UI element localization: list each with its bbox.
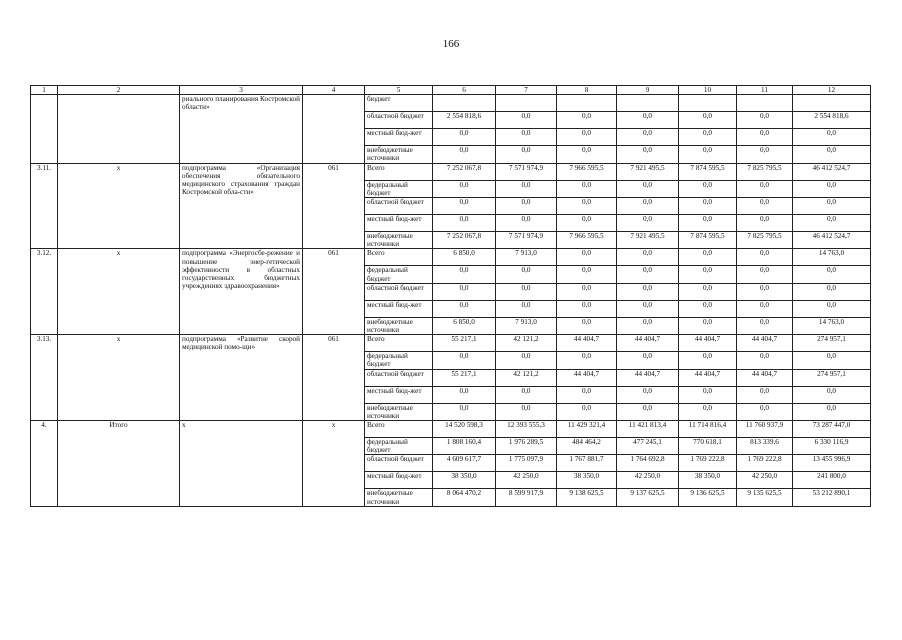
funding-source: областной бюджет xyxy=(365,455,433,472)
amount-cell: 0,0 xyxy=(617,283,679,300)
amount-cell: 0,0 xyxy=(496,112,557,129)
amount-cell: 0,0 xyxy=(793,266,871,283)
header-cell: 8 xyxy=(557,86,617,95)
item-name: подпрограмма «Организация обеспечения обязательного медицинского страхования граждан Костромской обла-сти» xyxy=(180,163,303,249)
amount-cell: 38 350,0 xyxy=(433,472,496,489)
amount-cell xyxy=(433,95,496,112)
funding-source: Всего xyxy=(365,249,433,266)
amount-cell: 7 966 595,5 xyxy=(557,163,617,180)
amount-cell: 8 599 917,9 xyxy=(496,489,557,506)
amount-cell: 0,0 xyxy=(793,386,871,403)
item-code xyxy=(303,95,365,163)
funding-source: местный бюд-жет xyxy=(365,129,433,146)
item-name: подпрограмма «Энергосбе-режение и повышение энер-гетической эффективности в областных государственных бюджетных учреждениях здравоохранения» xyxy=(180,249,303,335)
amount-cell: 0,0 xyxy=(617,249,679,266)
amount-cell: 0,0 xyxy=(679,112,737,129)
amount-cell: 1 764 692,8 xyxy=(617,455,679,472)
amount-cell: 1 775 097,9 xyxy=(496,455,557,472)
funding-source: внебюджетные источники xyxy=(365,232,433,249)
amount-cell: 0,0 xyxy=(793,352,871,369)
amount-cell: 7 913,0 xyxy=(496,317,557,334)
amount-cell: 8 064 470,2 xyxy=(433,489,496,506)
amount-cell: 0,0 xyxy=(557,283,617,300)
funding-source: федеральный бюджет xyxy=(365,438,433,455)
table-row xyxy=(31,163,871,180)
amount-cell: 7 571 974,9 xyxy=(496,232,557,249)
amount-cell: 0,0 xyxy=(557,266,617,283)
amount-cell: 0,0 xyxy=(679,283,737,300)
funding-source: местный бюд-жет xyxy=(365,300,433,317)
amount-cell: 9 138 625,5 xyxy=(557,489,617,506)
amount-cell: 0,0 xyxy=(737,317,793,334)
item-code: х xyxy=(303,421,365,507)
header-cell: 11 xyxy=(737,86,793,95)
amount-cell: 14 763,0 xyxy=(793,249,871,266)
amount-cell: 7 921 495,5 xyxy=(617,163,679,180)
amount-cell: 7 966 595,5 xyxy=(557,232,617,249)
amount-cell: 0,0 xyxy=(737,266,793,283)
amount-cell: 0,0 xyxy=(737,300,793,317)
amount-cell: 7 874 595,5 xyxy=(679,163,737,180)
amount-cell: 0,0 xyxy=(679,317,737,334)
table-row xyxy=(31,95,871,112)
amount-cell: 0,0 xyxy=(496,215,557,232)
amount-cell: 11 421 813,4 xyxy=(617,421,679,438)
amount-cell: 0,0 xyxy=(433,386,496,403)
funding-source: бюджет xyxy=(365,95,433,112)
amount-cell: 42 250,0 xyxy=(737,472,793,489)
funding-source: Всего xyxy=(365,163,433,180)
header-cell: 6 xyxy=(433,86,496,95)
header-cell: 1 xyxy=(31,86,58,95)
amount-cell: 0,0 xyxy=(793,180,871,197)
table-row xyxy=(31,335,871,352)
amount-cell: 0,0 xyxy=(617,386,679,403)
amount-cell: 44 404,7 xyxy=(737,369,793,386)
amount-cell: 1 769 222,8 xyxy=(679,455,737,472)
amount-cell: 44 404,7 xyxy=(557,369,617,386)
item-code: 061 xyxy=(303,163,365,249)
amount-cell: 0,0 xyxy=(433,352,496,369)
amount-cell: 0,0 xyxy=(617,403,679,420)
header-cell: 9 xyxy=(617,86,679,95)
item-col2: х xyxy=(58,249,180,335)
amount-cell: 0,0 xyxy=(737,112,793,129)
funding-source: внебюджетные источники xyxy=(365,317,433,334)
amount-cell: 0,0 xyxy=(679,403,737,420)
amount-cell: 0,0 xyxy=(557,386,617,403)
amount-cell: 42 121,2 xyxy=(496,369,557,386)
amount-cell: 7 252 067,8 xyxy=(433,232,496,249)
amount-cell xyxy=(496,95,557,112)
item-code: 061 xyxy=(303,335,365,421)
amount-cell: 44 404,7 xyxy=(617,335,679,352)
amount-cell: 38 350,0 xyxy=(679,472,737,489)
amount-cell: 0,0 xyxy=(496,386,557,403)
amount-cell: 0,0 xyxy=(433,266,496,283)
amount-cell: 0,0 xyxy=(737,352,793,369)
item-code: 061 xyxy=(303,249,365,335)
amount-cell: 44 404,7 xyxy=(679,335,737,352)
amount-cell: 0,0 xyxy=(679,300,737,317)
amount-cell: 1 808 160,4 xyxy=(433,438,496,455)
funding-source: внебюджетные источники xyxy=(365,146,433,163)
table-body xyxy=(31,86,871,507)
item-number: 3.13. xyxy=(31,335,58,421)
amount-cell: 14 763,0 xyxy=(793,317,871,334)
budget-table xyxy=(30,85,871,507)
amount-cell: 0,0 xyxy=(679,198,737,215)
amount-cell: 55 217,1 xyxy=(433,335,496,352)
amount-cell: 0,0 xyxy=(737,146,793,163)
amount-cell: 0,0 xyxy=(679,249,737,266)
amount-cell: 0,0 xyxy=(496,300,557,317)
amount-cell: 0,0 xyxy=(557,129,617,146)
amount-cell: 0,0 xyxy=(433,146,496,163)
amount-cell: 0,0 xyxy=(679,215,737,232)
amount-cell: 0,0 xyxy=(737,198,793,215)
amount-cell: 1 769 222,8 xyxy=(737,455,793,472)
amount-cell: 0,0 xyxy=(496,198,557,215)
amount-cell: 0,0 xyxy=(617,352,679,369)
header-cell: 7 xyxy=(496,86,557,95)
amount-cell: 1 976 289,5 xyxy=(496,438,557,455)
amount-cell: 6 850,0 xyxy=(433,249,496,266)
amount-cell: 0,0 xyxy=(737,215,793,232)
funding-source: областной бюджет xyxy=(365,112,433,129)
amount-cell: 0,0 xyxy=(433,215,496,232)
amount-cell: 0,0 xyxy=(679,386,737,403)
amount-cell: 0,0 xyxy=(496,146,557,163)
amount-cell: 0,0 xyxy=(557,198,617,215)
amount-cell: 44 404,7 xyxy=(557,335,617,352)
amount-cell: 0,0 xyxy=(557,249,617,266)
amount-cell: 274 957,1 xyxy=(793,335,871,352)
amount-cell: 0,0 xyxy=(793,146,871,163)
amount-cell: 0,0 xyxy=(617,112,679,129)
item-name: риального планирования Костромской области» xyxy=(180,95,303,163)
amount-cell: 0,0 xyxy=(557,146,617,163)
item-number: 3.11. xyxy=(31,163,58,249)
amount-cell: 0,0 xyxy=(737,249,793,266)
amount-cell: 0,0 xyxy=(737,403,793,420)
amount-cell: 53 212 890,1 xyxy=(793,489,871,506)
header-cell: 12 xyxy=(793,86,871,95)
amount-cell: 0,0 xyxy=(496,352,557,369)
amount-cell: 0,0 xyxy=(496,129,557,146)
funding-source: федеральный бюджет xyxy=(365,352,433,369)
amount-cell: 7 252 067,8 xyxy=(433,163,496,180)
amount-cell: 0,0 xyxy=(496,403,557,420)
amount-cell: 0,0 xyxy=(433,300,496,317)
funding-source: местный бюд-жет xyxy=(365,472,433,489)
amount-cell: 0,0 xyxy=(433,180,496,197)
amount-cell: 0,0 xyxy=(793,283,871,300)
amount-cell xyxy=(679,95,737,112)
amount-cell: 0,0 xyxy=(557,215,617,232)
amount-cell: 0,0 xyxy=(793,403,871,420)
amount-cell: 12 393 555,3 xyxy=(496,421,557,438)
amount-cell: 0,0 xyxy=(679,146,737,163)
amount-cell: 0,0 xyxy=(557,180,617,197)
amount-cell: 0,0 xyxy=(617,215,679,232)
amount-cell: 0,0 xyxy=(617,129,679,146)
item-col2: х xyxy=(58,163,180,249)
amount-cell: 0,0 xyxy=(617,300,679,317)
header-cell: 2 xyxy=(58,86,180,95)
amount-cell: 0,0 xyxy=(793,198,871,215)
amount-cell xyxy=(793,95,871,112)
amount-cell: 0,0 xyxy=(557,112,617,129)
amount-cell: 14 520 598,3 xyxy=(433,421,496,438)
amount-cell: 7 913,0 xyxy=(496,249,557,266)
amount-cell: 0,0 xyxy=(617,317,679,334)
amount-cell: 0,0 xyxy=(737,180,793,197)
amount-cell: 0,0 xyxy=(557,352,617,369)
amount-cell: 241 800,0 xyxy=(793,472,871,489)
amount-cell: 813 339,6 xyxy=(737,438,793,455)
header-cell: 5 xyxy=(365,86,433,95)
amount-cell: 46 412 524,7 xyxy=(793,232,871,249)
amount-cell: 0,0 xyxy=(496,266,557,283)
amount-cell: 0,0 xyxy=(496,283,557,300)
amount-cell: 0,0 xyxy=(557,317,617,334)
amount-cell: 7 874 595,5 xyxy=(679,232,737,249)
amount-cell: 7 571 974,9 xyxy=(496,163,557,180)
funding-source: областной бюджет xyxy=(365,283,433,300)
amount-cell: 44 404,7 xyxy=(679,369,737,386)
item-name: х xyxy=(180,421,303,507)
amount-cell: 9 136 625,5 xyxy=(679,489,737,506)
funding-source: внебюджетные источники xyxy=(365,403,433,420)
amount-cell: 44 404,7 xyxy=(737,335,793,352)
amount-cell: 0,0 xyxy=(793,129,871,146)
amount-cell: 55 217,1 xyxy=(433,369,496,386)
amount-cell: 0,0 xyxy=(793,300,871,317)
header-cell: 10 xyxy=(679,86,737,95)
funding-source: федеральный бюджет xyxy=(365,180,433,197)
header-cell: 3 xyxy=(180,86,303,95)
amount-cell: 11 760 937,9 xyxy=(737,421,793,438)
funding-source: местный бюд-жет xyxy=(365,215,433,232)
amount-cell: 477 245,1 xyxy=(617,438,679,455)
item-number xyxy=(31,95,58,163)
amount-cell: 11 714 816,4 xyxy=(679,421,737,438)
item-col2: х xyxy=(58,335,180,421)
amount-cell: 11 429 321,4 xyxy=(557,421,617,438)
amount-cell: 274 957,1 xyxy=(793,369,871,386)
amount-cell: 0,0 xyxy=(617,198,679,215)
amount-cell: 0,0 xyxy=(679,352,737,369)
item-number: 3.12. xyxy=(31,249,58,335)
amount-cell: 9 137 625,5 xyxy=(617,489,679,506)
amount-cell: 0,0 xyxy=(617,266,679,283)
amount-cell: 7 921 495,5 xyxy=(617,232,679,249)
amount-cell: 44 404,7 xyxy=(617,369,679,386)
amount-cell: 42 250,0 xyxy=(617,472,679,489)
amount-cell: 0,0 xyxy=(737,283,793,300)
amount-cell: 484 464,2 xyxy=(557,438,617,455)
funding-source: федеральный бюджет xyxy=(365,266,433,283)
amount-cell: 2 554 818,6 xyxy=(793,112,871,129)
amount-cell: 6 850,0 xyxy=(433,317,496,334)
item-col2: Итого xyxy=(58,421,180,507)
amount-cell: 0,0 xyxy=(617,180,679,197)
amount-cell: 6 330 116,9 xyxy=(793,438,871,455)
item-number: 4. xyxy=(31,421,58,507)
funding-source: местный бюд-жет xyxy=(365,386,433,403)
amount-cell: 0,0 xyxy=(679,266,737,283)
page-number: 166 xyxy=(442,38,460,50)
amount-cell xyxy=(617,95,679,112)
amount-cell: 0,0 xyxy=(557,403,617,420)
amount-cell: 0,0 xyxy=(737,386,793,403)
amount-cell xyxy=(737,95,793,112)
amount-cell: 0,0 xyxy=(679,180,737,197)
amount-cell: 0,0 xyxy=(679,129,737,146)
amount-cell: 0,0 xyxy=(433,198,496,215)
funding-source: областной бюджет xyxy=(365,369,433,386)
amount-cell: 1 767 881,7 xyxy=(557,455,617,472)
table-row xyxy=(31,421,871,438)
amount-cell: 7 825 795,5 xyxy=(737,163,793,180)
amount-cell: 46 412 524,7 xyxy=(793,163,871,180)
funding-source: областной бюджет xyxy=(365,198,433,215)
amount-cell: 0,0 xyxy=(496,180,557,197)
amount-cell: 0,0 xyxy=(617,146,679,163)
amount-cell: 13 455 996,9 xyxy=(793,455,871,472)
amount-cell: 42 121,2 xyxy=(496,335,557,352)
header-row xyxy=(31,86,871,95)
table-row xyxy=(31,249,871,266)
amount-cell: 0,0 xyxy=(433,283,496,300)
amount-cell: 0,0 xyxy=(557,300,617,317)
amount-cell: 0,0 xyxy=(737,129,793,146)
amount-cell: 770 618,1 xyxy=(679,438,737,455)
amount-cell: 0,0 xyxy=(793,215,871,232)
amount-cell: 0,0 xyxy=(433,129,496,146)
amount-cell: 9 135 625,5 xyxy=(737,489,793,506)
amount-cell: 38 350,0 xyxy=(557,472,617,489)
item-name: подпрограмма «Развитие скорой медицинской помо-щи» xyxy=(180,335,303,421)
funding-source: Всего xyxy=(365,421,433,438)
funding-source: Всего xyxy=(365,335,433,352)
amount-cell: 0,0 xyxy=(433,403,496,420)
amount-cell: 7 825 795,5 xyxy=(737,232,793,249)
amount-cell: 4 609 617,7 xyxy=(433,455,496,472)
amount-cell: 73 287 447,0 xyxy=(793,421,871,438)
header-cell: 4 xyxy=(303,86,365,95)
amount-cell xyxy=(557,95,617,112)
amount-cell: 42 250,0 xyxy=(496,472,557,489)
funding-source: внебюджетные источники xyxy=(365,489,433,506)
amount-cell: 2 554 818,6 xyxy=(433,112,496,129)
item-col2 xyxy=(58,95,180,163)
